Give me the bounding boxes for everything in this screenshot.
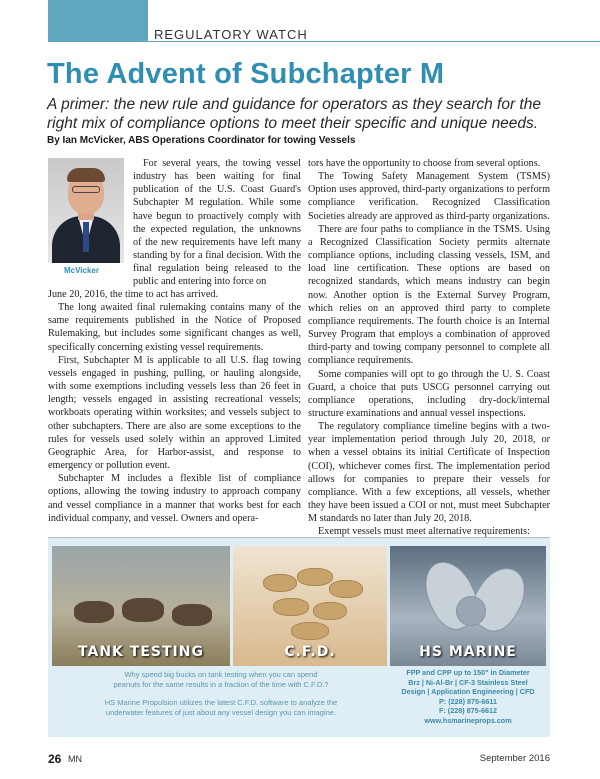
article-deck: A primer: the new rule and guidance for operators as they search for the right mix of compliance options to meet their specific and unique needs.: [47, 96, 541, 132]
paragraph: tors have the opportunity to choose from several options.: [308, 158, 541, 169]
author-photo: [48, 158, 124, 263]
right-column: [308, 157, 550, 539]
deer-photo: [52, 546, 230, 666]
left-column: [48, 288, 301, 525]
article-title: The Advent of Subchapter M: [47, 58, 445, 90]
photo-caption: McVicker: [64, 266, 99, 275]
header-color-block: [48, 0, 148, 42]
ad-text-right: FPP and CPP up to 150" in Diameter Brz | Ni-Al-Br | CF-3 Stainless Steel Design | Application Engineering | CFD P: (228) 875-6611 F: (228) 875-6612 www.hsmarineprops.com: [390, 668, 546, 725]
ad-text-left: Why spend big bucks on tank testing when you can spend peanuts for the same results in a fraction of the time with C.F.D.? HS Marine Propulsion utilizes the latest C.F.D. software to analyze the underwater features of just about any vessel design you can imagine.: [104, 670, 338, 717]
issue-date: September 2016: [479, 753, 550, 764]
header-band: [0, 0, 600, 42]
magazine-name: MN: [68, 754, 82, 764]
page-number: 26: [48, 752, 62, 766]
ad-label-tank-testing: TANK TESTING: [78, 644, 204, 660]
paragraph: June 20, 2016, the time to act has arrived.: [48, 289, 219, 300]
paragraph: First, Subchapter M is applicable to all U.S. flag towing vessels engaged in pushing, pulling, or hauling alongside, with some exemptions including vessels less than 26 feet in length; vessels engaged in assisting recreational vessels; workboats operating within worksites; and vessels subject to other subchapters. There are also are some exceptions to the rules for vessels used solely within an approved Limited Geographic Area, for Harbor-assist, and response to emergency or pollution event.: [48, 354, 301, 472]
ad-label-hs-marine: HS MARINE: [419, 644, 517, 660]
paragraph: Subchapter M includes a flexible list of compliance options, allowing the towing industry to approach company and vessel compliance in a manner that works best for each individual company, and vessel. Owners and opera-: [48, 473, 301, 524]
propeller-photo: [390, 546, 546, 666]
ad-website-link[interactable]: www.hsmarineprops.com: [424, 715, 512, 725]
paragraph: The regulatory compliance timeline begins with a two-year implementation period through July 20, 2018, or when a vessel obtains its initial Certificate of Inspection (COI), whichever comes first. The implementation period allows for companies to prepare their vessels for compliance. With a few exceptions, all vessels, whether they have been issued a COI or not, must meet Subchapter M standards no later than July 20, 2018.: [308, 421, 550, 525]
advertisement[interactable]: [48, 537, 550, 737]
article-byline: By Ian McVicker, ABS Operations Coordinator for towing Vessels: [47, 135, 356, 146]
paragraph: Some companies will opt to go through the U. S. Coast Guard, a choice that puts USCG personnel carrying out compliance operations, including dry-dock/internal structure examinations and annual vessel inspections.: [308, 368, 550, 419]
section-label: REGULATORY WATCH: [154, 27, 308, 42]
paragraph: The Towing Safety Management System (TSMS) Option uses approved, third-party organizations to perform compliance verification. Recognized Classification Societies already are approved as third-party organizations.: [308, 171, 550, 222]
paragraph: For several years, the towing vessel industry has been waiting for final publication of the U.S. Coast Guard's Subchapter M regulation. While some have begun to proactively comply with the expected regulation, the unknowns of the new requirements have left many standing by for a final decision. With the final regulation being released to the public and entering into force on: [133, 158, 301, 288]
left-column-top: [133, 157, 301, 289]
paragraph: The long awaited final rulemaking contains many of the same requirements published in the Notice of Proposed Rulemaking, but includes some significant changes as well, specifically concerning existing vessel requirements.: [48, 302, 301, 353]
paragraph: Exempt vessels must meet alternative requirements:: [318, 526, 530, 538]
paragraph: There are four paths to compliance in the TSMS. Using a Recognized Classification Society permits alternate compliance options, including classing vessels, ISM, and load line certification. These options are based on recognized standards, which means industry can begin now. Another option is the External Survey Program, which relies on an approved third party to complete compliance requirements. The fourth choice is an Internal Survey Program that employs a combination of approved third-party and towing company personnel to complete all compliance requirements.: [308, 223, 550, 367]
peanuts-photo: [233, 546, 387, 666]
ad-label-cfd: C.F.D.: [284, 644, 336, 660]
